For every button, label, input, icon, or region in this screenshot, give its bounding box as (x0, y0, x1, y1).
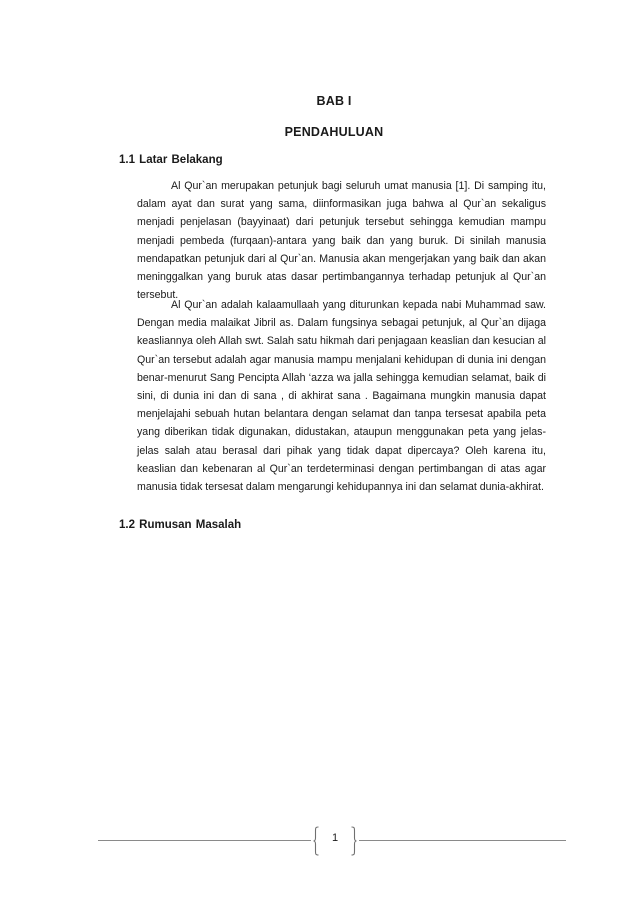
page-number: 1 (331, 832, 339, 844)
footer-rule-left (98, 840, 311, 841)
section-heading-latar-belakang: 1.1 Latar Belakang (119, 154, 223, 166)
chapter-number: BAB I (316, 94, 352, 108)
paragraph: Al Qur`an merupakan petunjuk bagi seluruh umat manusia [1]. Di samping itu, dalam ayat dan surat yang sama, diinformasikan juga bahwa al Qur`an sekaligus menjadi penjelasan (bayyinaat) dari petunjuk tersebut sehingga kemudian mampu menjadi pembeda (furqaan)-antara yang baik dan yang buruk. Di sinilah manusia mendapatkan petunjuk dari al Qur`an. Manusia akan mengerjakan yang baik dan akan meninggalkan yang buruk atas dasar pertimbangannya terhadap petunjuk al Qur`an tersebut. (137, 180, 546, 302)
section-heading-rumusan-masalah: 1.2 Rumusan Masalah (119, 519, 242, 531)
chapter-title: PENDAHULUAN (284, 125, 384, 139)
footer-rule-right (359, 840, 566, 841)
paragraph: Al Qur`an adalah kalaamullaah yang diturunkan kepada nabi Muhammad saw. Dengan media malaikat Jibril as. Dalam fungsinya sebagai petunjuk, al Qur`an dijaga keasliannya oleh Allah swt. Salah satu hikmah dari penjagaan keaslian dan kesucian al Qur`an tersebut adalah agar manusia mampu menjalani kehidupan di dunia ini dengan benar-menurut Sang Pencipta Allah ‘azza wa jalla sehingga kemudian selamat, baik di sini, di dunia ini dan di sana , di akhirat sana . Bagaimana mungkin manusia dapat menjelajahi sebuah hutan belantara dengan selamat dan tanpa tersesat apabila peta yang diberikan tidak digunakan, didustakan, ataupun menggunakan peta yang jelas-jelas salah atau berasal dari pihak yang tidak dapat dipercaya? Oleh karena itu, keaslian dan kebenaran al Qur`an terdeterminasi dengan pertimbangan di atas agar manusia tidak tersesat dalam mengarungi kehidupannya ini dan selamat dunia-akhirat. (137, 299, 546, 494)
right-bracket-ornament (351, 826, 357, 856)
left-bracket-ornament (313, 826, 319, 856)
